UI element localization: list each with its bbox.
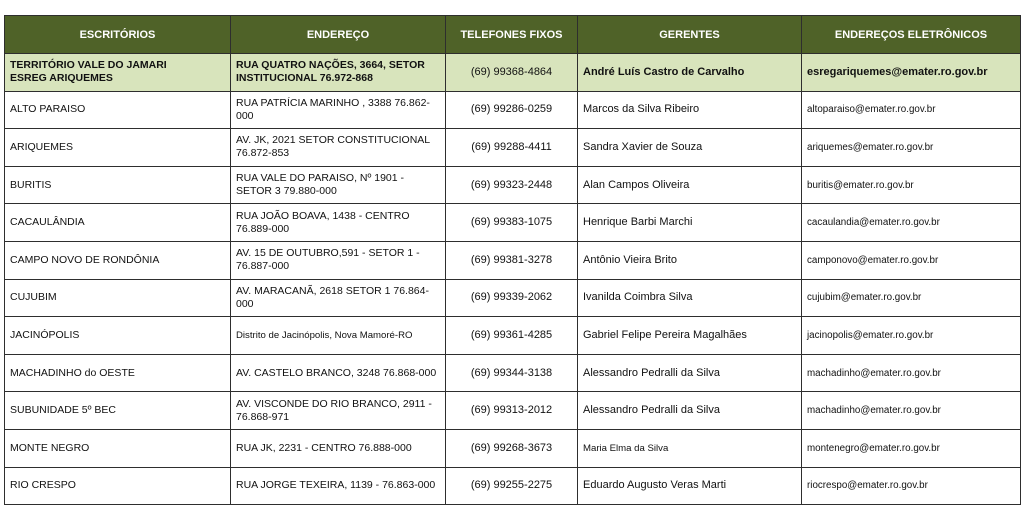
office-manager: Alan Campos Oliveira [578,166,802,204]
header-row [5,16,1021,54]
table-row [5,129,1021,167]
office-address: AV. CASTELO BRANCO, 3248 76.868-000 [231,354,446,392]
office-phone: (69) 99381-3278 [446,241,578,279]
office-name: JACINÓPOLIS [5,317,231,355]
office-phone: (69) 99288-4411 [446,129,578,167]
office-address: RUA JK, 2231 - CENTRO 76.888-000 [231,429,446,467]
office-address: RUA JOÃO BOAVA, 1438 - CENTRO 76.889-000 [231,204,446,242]
regional-office-row [5,54,1021,92]
office-phone: (69) 99344-3138 [446,354,578,392]
regional-address: RUA QUATRO NAÇÕES, 3664, SETOR INSTITUCIONAL 76.972-868 [231,54,446,92]
office-name: CACAULÂNDIA [5,204,231,242]
office-email: buritis@emater.ro.gov.br [802,166,1021,204]
table-body [5,54,1021,505]
header-office: ESCRITÓRIOS [5,16,231,54]
office-manager: Ivanilda Coimbra Silva [578,279,802,317]
office-phone: (69) 99255-2275 [446,467,578,505]
table-row [5,91,1021,129]
office-phone: (69) 99286-0259 [446,91,578,129]
header-address: ENDEREÇO [231,16,446,54]
office-name: CAMPO NOVO DE RONDÔNIA [5,241,231,279]
office-email: altoparaiso@emater.ro.gov.br [802,91,1021,129]
table-row [5,467,1021,505]
header-manager: GERENTES [578,16,802,54]
office-manager: Antônio Vieira Brito [578,241,802,279]
office-email: machadinho@emater.ro.gov.br [802,392,1021,430]
office-address: Distrito de Jacinópolis, Nova Mamoré-RO [231,317,446,355]
table-row [5,279,1021,317]
office-address: AV. VISCONDE DO RIO BRANCO, 2911 - 76.868-971 [231,392,446,430]
regional-esreg: ESREG ARIQUEMES [10,72,113,85]
office-address: RUA PATRÍCIA MARINHO , 3388 76.862-000 [231,91,446,129]
regional-manager: André Luís Castro de Carvalho [578,54,802,92]
office-name: RIO CRESPO [5,467,231,505]
office-email: camponovo@emater.ro.gov.br [802,241,1021,279]
header-email: ENDEREÇOS ELETRÔNICOS [802,16,1021,54]
office-phone: (69) 99339-2062 [446,279,578,317]
office-email: cacaulandia@emater.ro.gov.br [802,204,1021,242]
table-row [5,317,1021,355]
office-name: SUBUNIDADE 5º BEC [5,392,231,430]
office-phone: (69) 99313-2012 [446,392,578,430]
office-name: ALTO PARAISO [5,91,231,129]
office-address: AV. 15 DE OUTUBRO,591 - SETOR 1 - 76.887-000 [231,241,446,279]
header-phone: TELEFONES FIXOS [446,16,578,54]
regional-territory: TERRITÓRIO VALE DO JAMARI [10,59,167,72]
office-email: riocrespo@emater.ro.gov.br [802,467,1021,505]
office-address: AV. MARACANÃ, 2618 SETOR 1 76.864-000 [231,279,446,317]
office-manager: Gabriel Felipe Pereira Magalhães [578,317,802,355]
office-email: machadinho@emater.ro.gov.br [802,354,1021,392]
office-phone: (69) 99383-1075 [446,204,578,242]
office-email: ariquemes@emater.ro.gov.br [802,129,1021,167]
office-name: CUJUBIM [5,279,231,317]
office-phone: (69) 99268-3673 [446,429,578,467]
table-row [5,166,1021,204]
office-name: BURITIS [5,166,231,204]
office-email: jacinopolis@emater.ro.gov.br [802,317,1021,355]
table-row [5,429,1021,467]
regional-office-name [5,54,231,92]
table-row [5,204,1021,242]
office-email: montenegro@emater.ro.gov.br [802,429,1021,467]
office-manager: Alessandro Pedralli da Silva [578,392,802,430]
office-manager: Marcos da Silva Ribeiro [578,91,802,129]
office-manager: Alessandro Pedralli da Silva [578,354,802,392]
office-address: RUA JORGE TEXEIRA, 1139 - 76.863-000 [231,467,446,505]
offices-table [4,15,1021,505]
table-row [5,241,1021,279]
office-address: AV. JK, 2021 SETOR CONSTITUCIONAL 76.872-853 [231,129,446,167]
office-address: RUA VALE DO PARAISO, Nº 1901 - SETOR 3 79.880-000 [231,166,446,204]
office-manager: Henrique Barbi Marchi [578,204,802,242]
regional-phone: (69) 99368-4864 [446,54,578,92]
office-phone: (69) 99323-2448 [446,166,578,204]
offices-directory [4,15,1020,505]
office-phone: (69) 99361-4285 [446,317,578,355]
table-row [5,354,1021,392]
office-name: MACHADINHO do OESTE [5,354,231,392]
office-manager: Eduardo Augusto Veras Marti [578,467,802,505]
table-row [5,392,1021,430]
office-manager: Maria Elma da Silva [578,429,802,467]
office-name: ARIQUEMES [5,129,231,167]
regional-email: esregariquemes@emater.ro.gov.br [802,54,1021,92]
table-header [5,16,1021,54]
office-manager: Sandra Xavier de Souza [578,129,802,167]
office-name: MONTE NEGRO [5,429,231,467]
office-email: cujubim@emater.ro.gov.br [802,279,1021,317]
